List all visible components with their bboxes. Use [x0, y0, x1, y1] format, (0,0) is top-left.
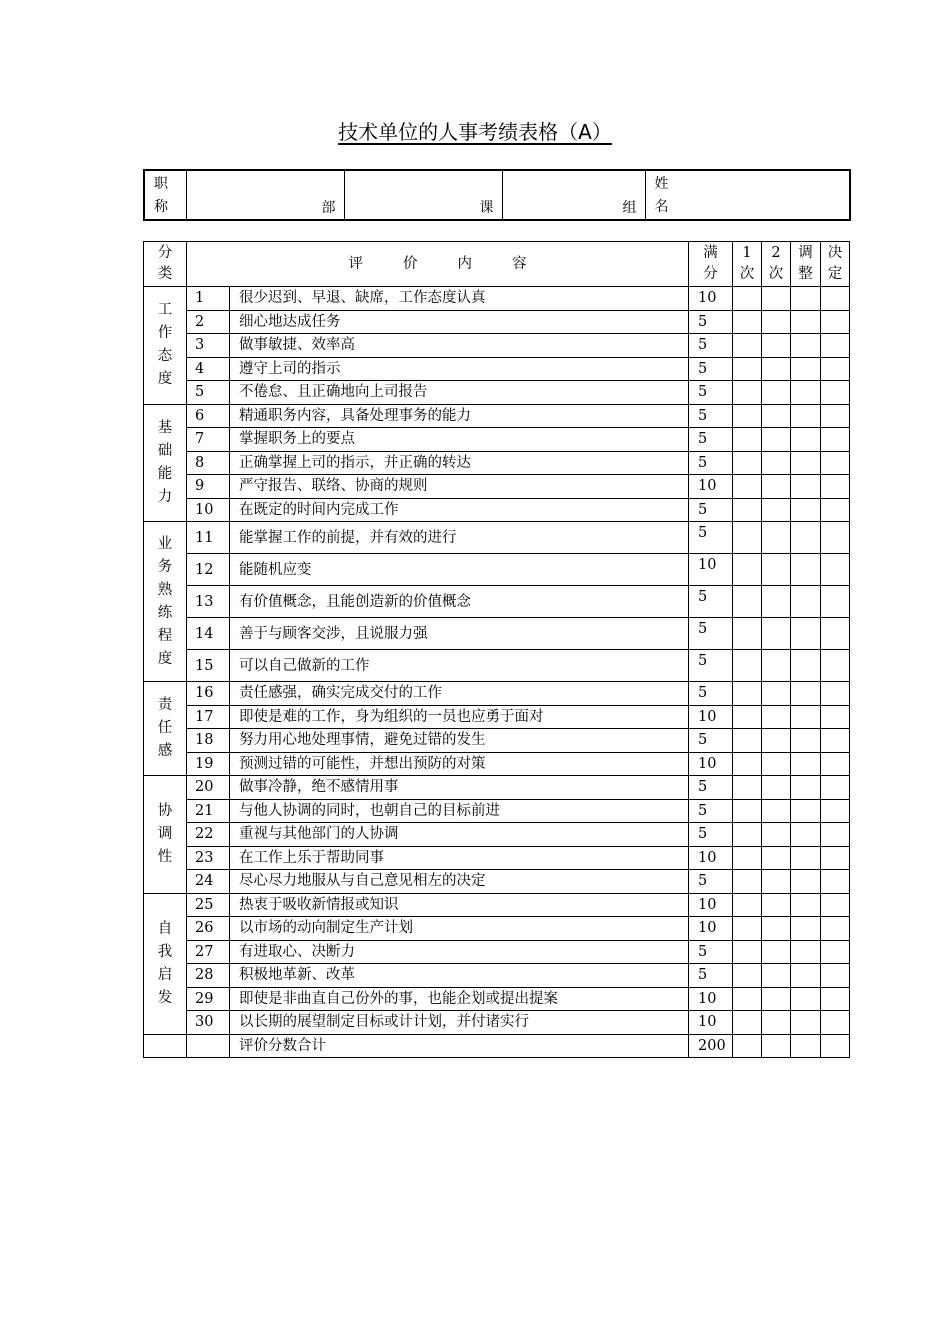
decision-score[interactable]: [821, 964, 850, 988]
adjust-score[interactable]: [791, 752, 821, 776]
item-number: 13: [187, 586, 230, 618]
item-number: 21: [187, 799, 230, 823]
decision-score[interactable]: [821, 729, 850, 753]
item-text: 在既定的时间内完成工作: [230, 498, 689, 522]
table-row: [144, 917, 850, 941]
adjust-score[interactable]: [791, 428, 821, 452]
table-row: [144, 475, 850, 499]
first-score[interactable]: [733, 823, 762, 847]
full-score: 10: [689, 893, 733, 917]
decision-score[interactable]: [821, 310, 850, 334]
second-score[interactable]: [762, 451, 791, 475]
item-number: 1: [187, 287, 230, 311]
category-label: 责任感: [157, 697, 173, 759]
item-number: 30: [187, 1011, 230, 1035]
adjust-score[interactable]: [791, 522, 821, 554]
adjust-score[interactable]: [791, 776, 821, 800]
total-decision[interactable]: [821, 1034, 850, 1058]
decision-score[interactable]: [821, 940, 850, 964]
first-score[interactable]: [733, 287, 762, 311]
adjust-score[interactable]: [791, 475, 821, 499]
item-text: 严守报告、联络、协商的规则: [230, 475, 689, 499]
table-row: [144, 357, 850, 381]
full-score: 5: [689, 650, 733, 682]
full-score: 5: [689, 522, 733, 554]
item-text: 即使是难的工作，身为组织的一员也应勇于面对: [230, 705, 689, 729]
decision-score[interactable]: [821, 334, 850, 358]
decision-score[interactable]: [821, 752, 850, 776]
first-score[interactable]: [733, 498, 762, 522]
second-score[interactable]: [762, 823, 791, 847]
full-score: 10: [689, 752, 733, 776]
adjust-score[interactable]: [791, 618, 821, 650]
category-label: 业务熟练程度: [157, 535, 173, 667]
full-score: 5: [689, 823, 733, 847]
decision-score[interactable]: [821, 823, 850, 847]
adjust-score[interactable]: [791, 917, 821, 941]
group-cell[interactable]: [502, 170, 645, 220]
second-score[interactable]: [762, 940, 791, 964]
adjust-score[interactable]: [791, 357, 821, 381]
full-score: 5: [689, 870, 733, 894]
decision-score[interactable]: [821, 776, 850, 800]
decision-score[interactable]: [821, 586, 850, 618]
decision-score[interactable]: [821, 650, 850, 682]
item-text: 责任感强，确实完成交付的工作: [230, 682, 689, 706]
table-row: [144, 650, 850, 682]
second-score[interactable]: [762, 752, 791, 776]
adjust-score[interactable]: [791, 1011, 821, 1035]
total-second[interactable]: [762, 1034, 791, 1058]
table-row: [144, 682, 850, 706]
adjust-score[interactable]: [791, 554, 821, 586]
table-row: [144, 964, 850, 988]
item-number: 16: [187, 682, 230, 706]
table-row: [144, 776, 850, 800]
item-text: 能掌握工作的前提，并有效的进行: [230, 522, 689, 554]
item-text: 遵守上司的指示: [230, 357, 689, 381]
adjust-score[interactable]: [791, 705, 821, 729]
item-text: 细心地达成任务: [230, 310, 689, 334]
second-score[interactable]: [762, 618, 791, 650]
full-score: 10: [689, 554, 733, 586]
dept-label: 部: [321, 200, 336, 216]
table-row: [144, 752, 850, 776]
table-row: [144, 381, 850, 405]
first-score[interactable]: [733, 554, 762, 586]
second-score[interactable]: [762, 475, 791, 499]
decision-score[interactable]: [821, 554, 850, 586]
title-label-cell: [144, 170, 186, 220]
category-cell: [144, 776, 187, 894]
category-label: 基础能力: [157, 419, 173, 505]
item-number: 10: [187, 498, 230, 522]
item-text: 做事敏捷、效率高: [230, 334, 689, 358]
table-row: [144, 404, 850, 428]
second-score[interactable]: [762, 554, 791, 586]
table-row: [144, 586, 850, 618]
full-score: 5: [689, 964, 733, 988]
item-number: 17: [187, 705, 230, 729]
second-score[interactable]: [762, 776, 791, 800]
first-score[interactable]: [733, 893, 762, 917]
full-score: 5: [689, 682, 733, 706]
item-text: 以长期的展望制定目标或计计划，并付诸实行: [230, 1011, 689, 1035]
full-score: 5: [689, 729, 733, 753]
item-number: 29: [187, 987, 230, 1011]
evaluation-table: [143, 241, 850, 1058]
first-score[interactable]: [733, 451, 762, 475]
header-full-score: 满分: [689, 242, 733, 287]
table-row: [144, 287, 850, 311]
decision-score[interactable]: [821, 893, 850, 917]
adjust-score[interactable]: [791, 451, 821, 475]
first-score[interactable]: [733, 1011, 762, 1035]
item-number: 7: [187, 428, 230, 452]
decision-score[interactable]: [821, 870, 850, 894]
adjust-score[interactable]: [791, 287, 821, 311]
second-score[interactable]: [762, 705, 791, 729]
item-number: 23: [187, 846, 230, 870]
total-first[interactable]: [733, 1034, 762, 1058]
adjust-score[interactable]: [791, 870, 821, 894]
item-text: 在工作上乐于帮助同事: [230, 846, 689, 870]
group-label: 组: [622, 200, 637, 216]
total-row: [144, 1034, 850, 1058]
first-score[interactable]: [733, 428, 762, 452]
second-score[interactable]: [762, 964, 791, 988]
adjust-score[interactable]: [791, 823, 821, 847]
adjust-score[interactable]: [791, 893, 821, 917]
item-number: 20: [187, 776, 230, 800]
adjust-score[interactable]: [791, 682, 821, 706]
decision-score[interactable]: [821, 404, 850, 428]
table-header-row: [144, 242, 850, 287]
full-score: 5: [689, 618, 733, 650]
first-score[interactable]: [733, 618, 762, 650]
category-cell: [144, 682, 187, 776]
second-score[interactable]: [762, 381, 791, 405]
total-number-empty: [187, 1034, 230, 1058]
full-score: 5: [689, 404, 733, 428]
full-score: 10: [689, 287, 733, 311]
item-number: 19: [187, 752, 230, 776]
decision-score[interactable]: [821, 522, 850, 554]
adjust-score[interactable]: [791, 586, 821, 618]
second-score[interactable]: [762, 357, 791, 381]
full-score: 5: [689, 498, 733, 522]
item-number: 22: [187, 823, 230, 847]
item-number: 6: [187, 404, 230, 428]
item-text: 积极地革新、改革: [230, 964, 689, 988]
full-score: 5: [689, 428, 733, 452]
full-score: 5: [689, 940, 733, 964]
category-cell: [144, 287, 187, 405]
second-score[interactable]: [762, 682, 791, 706]
first-score[interactable]: [733, 334, 762, 358]
category-cell: [144, 893, 187, 1034]
first-score[interactable]: [733, 870, 762, 894]
first-score[interactable]: [733, 522, 762, 554]
second-score[interactable]: [762, 799, 791, 823]
decision-score[interactable]: [821, 1011, 850, 1035]
full-score: 5: [689, 381, 733, 405]
second-score[interactable]: [762, 287, 791, 311]
table-row: [144, 310, 850, 334]
second-score[interactable]: [762, 729, 791, 753]
header-first: 1次: [733, 242, 762, 287]
item-text: 重视与其他部门的人协调: [230, 823, 689, 847]
item-number: 2: [187, 310, 230, 334]
table-row: [144, 498, 850, 522]
table-row: [144, 729, 850, 753]
adjust-score[interactable]: [791, 987, 821, 1011]
first-score[interactable]: [733, 776, 762, 800]
full-score: 10: [689, 846, 733, 870]
decision-score[interactable]: [821, 846, 850, 870]
item-number: 11: [187, 522, 230, 554]
first-score[interactable]: [733, 650, 762, 682]
second-score[interactable]: [762, 498, 791, 522]
table-row: [144, 554, 850, 586]
first-score[interactable]: [733, 404, 762, 428]
item-text: 尽心尽力地服从与自己意见相左的决定: [230, 870, 689, 894]
decision-score[interactable]: [821, 498, 850, 522]
full-score: 5: [689, 776, 733, 800]
decision-score[interactable]: [821, 287, 850, 311]
first-score[interactable]: [733, 705, 762, 729]
name-label: 姓名: [654, 176, 669, 215]
decision-score[interactable]: [821, 917, 850, 941]
item-text: 不倦怠、且正确地向上司报告: [230, 381, 689, 405]
full-score: 5: [689, 310, 733, 334]
full-score: 5: [689, 357, 733, 381]
item-number: 5: [187, 381, 230, 405]
first-score[interactable]: [733, 682, 762, 706]
section-label: 课: [479, 200, 494, 216]
name-cell[interactable]: [645, 170, 850, 220]
item-text: 热衷于吸收新情报或知识: [230, 893, 689, 917]
page-title: 技术单位的人事考绩表格（A）: [338, 120, 612, 144]
category-label: 协调性: [157, 802, 173, 865]
total-label: 评价分数合计: [230, 1034, 689, 1058]
full-score: 5: [689, 334, 733, 358]
second-score[interactable]: [762, 310, 791, 334]
full-score: 5: [689, 586, 733, 618]
section-cell[interactable]: [344, 170, 502, 220]
first-score[interactable]: [733, 310, 762, 334]
second-score[interactable]: [762, 404, 791, 428]
first-score[interactable]: [733, 586, 762, 618]
item-text: 以市场的动向制定生产计划: [230, 917, 689, 941]
second-score[interactable]: [762, 893, 791, 917]
item-number: 25: [187, 893, 230, 917]
adjust-score[interactable]: [791, 729, 821, 753]
item-number: 15: [187, 650, 230, 682]
item-number: 3: [187, 334, 230, 358]
decision-score[interactable]: [821, 618, 850, 650]
adjust-score[interactable]: [791, 334, 821, 358]
header-second: 2次: [762, 242, 791, 287]
full-score: 5: [689, 451, 733, 475]
table-row: [144, 451, 850, 475]
decision-score[interactable]: [821, 475, 850, 499]
adjust-score[interactable]: [791, 846, 821, 870]
item-number: 14: [187, 618, 230, 650]
adjust-score[interactable]: [791, 404, 821, 428]
item-text: 掌握职务上的要点: [230, 428, 689, 452]
item-text: 有价值概念，且能创造新的价值概念: [230, 586, 689, 618]
adjust-score[interactable]: [791, 310, 821, 334]
table-row: [144, 893, 850, 917]
item-text: 与他人协调的同时，也朝自己的目标前进: [230, 799, 689, 823]
first-score[interactable]: [733, 846, 762, 870]
total-category-empty: [144, 1034, 187, 1058]
table-row: [144, 334, 850, 358]
item-number: 27: [187, 940, 230, 964]
table-row: [144, 870, 850, 894]
table-row: [144, 705, 850, 729]
category-label: 自我启发: [157, 920, 173, 1006]
second-score[interactable]: [762, 428, 791, 452]
total-score: 200: [689, 1034, 733, 1058]
category-cell: [144, 404, 187, 522]
adjust-score[interactable]: [791, 799, 821, 823]
first-score[interactable]: [733, 799, 762, 823]
header-decision: 决定: [821, 242, 850, 287]
first-score[interactable]: [733, 729, 762, 753]
adjust-score[interactable]: [791, 964, 821, 988]
item-text: 可以自己做新的工作: [230, 650, 689, 682]
full-score: 10: [689, 917, 733, 941]
header-category: 分类: [144, 242, 187, 287]
decision-score[interactable]: [821, 428, 850, 452]
decision-score[interactable]: [821, 987, 850, 1011]
item-number: 8: [187, 451, 230, 475]
table-row: [144, 618, 850, 650]
second-score[interactable]: [762, 1011, 791, 1035]
second-score[interactable]: [762, 870, 791, 894]
item-number: 28: [187, 964, 230, 988]
item-text: 善于与顾客交涉，且说服力强: [230, 618, 689, 650]
info-table: [143, 169, 851, 221]
full-score: 10: [689, 705, 733, 729]
first-score[interactable]: [733, 357, 762, 381]
full-score: 10: [689, 1011, 733, 1035]
item-number: 24: [187, 870, 230, 894]
second-score[interactable]: [762, 917, 791, 941]
item-text: 正确掌握上司的指示，并正确的转达: [230, 451, 689, 475]
item-text: 做事冷静，绝不感情用事: [230, 776, 689, 800]
category-cell: [144, 522, 187, 682]
item-text: 能随机应变: [230, 554, 689, 586]
full-score: 5: [689, 799, 733, 823]
item-text: 很少迟到、早退、缺席，工作态度认真: [230, 287, 689, 311]
decision-score[interactable]: [821, 799, 850, 823]
table-row: [144, 940, 850, 964]
second-score[interactable]: [762, 650, 791, 682]
item-number: 12: [187, 554, 230, 586]
adjust-score[interactable]: [791, 940, 821, 964]
table-row: [144, 799, 850, 823]
full-score: 10: [689, 987, 733, 1011]
item-number: 9: [187, 475, 230, 499]
adjust-score[interactable]: [791, 650, 821, 682]
first-score[interactable]: [733, 475, 762, 499]
decision-score[interactable]: [821, 357, 850, 381]
item-text: 即使是非曲直自己份外的事，也能企划或提出提案: [230, 987, 689, 1011]
table-row: [144, 428, 850, 452]
decision-score[interactable]: [821, 451, 850, 475]
decision-score[interactable]: [821, 705, 850, 729]
item-text: 有进取心、决断力: [230, 940, 689, 964]
item-number: 4: [187, 357, 230, 381]
table-row: [144, 846, 850, 870]
header-content: 评 价 内 容: [187, 242, 689, 287]
decision-score[interactable]: [821, 682, 850, 706]
table-row: [144, 1011, 850, 1035]
first-score[interactable]: [733, 940, 762, 964]
dept-cell[interactable]: [186, 170, 344, 220]
second-score[interactable]: [762, 334, 791, 358]
total-adjust[interactable]: [791, 1034, 821, 1058]
title-label: 职称: [154, 176, 168, 215]
category-label: 工作态度: [157, 302, 173, 388]
header-adjust: 调整: [791, 242, 821, 287]
first-score[interactable]: [733, 752, 762, 776]
table-row: [144, 987, 850, 1011]
full-score: 10: [689, 475, 733, 499]
second-score[interactable]: [762, 522, 791, 554]
second-score[interactable]: [762, 987, 791, 1011]
decision-score[interactable]: [821, 381, 850, 405]
table-row: [144, 522, 850, 554]
item-text: 精通职务内容，具备处理事务的能力: [230, 404, 689, 428]
second-score[interactable]: [762, 846, 791, 870]
first-score[interactable]: [733, 964, 762, 988]
first-score[interactable]: [733, 917, 762, 941]
first-score[interactable]: [733, 381, 762, 405]
adjust-score[interactable]: [791, 498, 821, 522]
item-text: 预测过错的可能性，并想出预防的对策: [230, 752, 689, 776]
item-number: 18: [187, 729, 230, 753]
first-score[interactable]: [733, 987, 762, 1011]
adjust-score[interactable]: [791, 381, 821, 405]
table-row: [144, 823, 850, 847]
item-text: 努力用心地处理事情，避免过错的发生: [230, 729, 689, 753]
item-number: 26: [187, 917, 230, 941]
second-score[interactable]: [762, 586, 791, 618]
